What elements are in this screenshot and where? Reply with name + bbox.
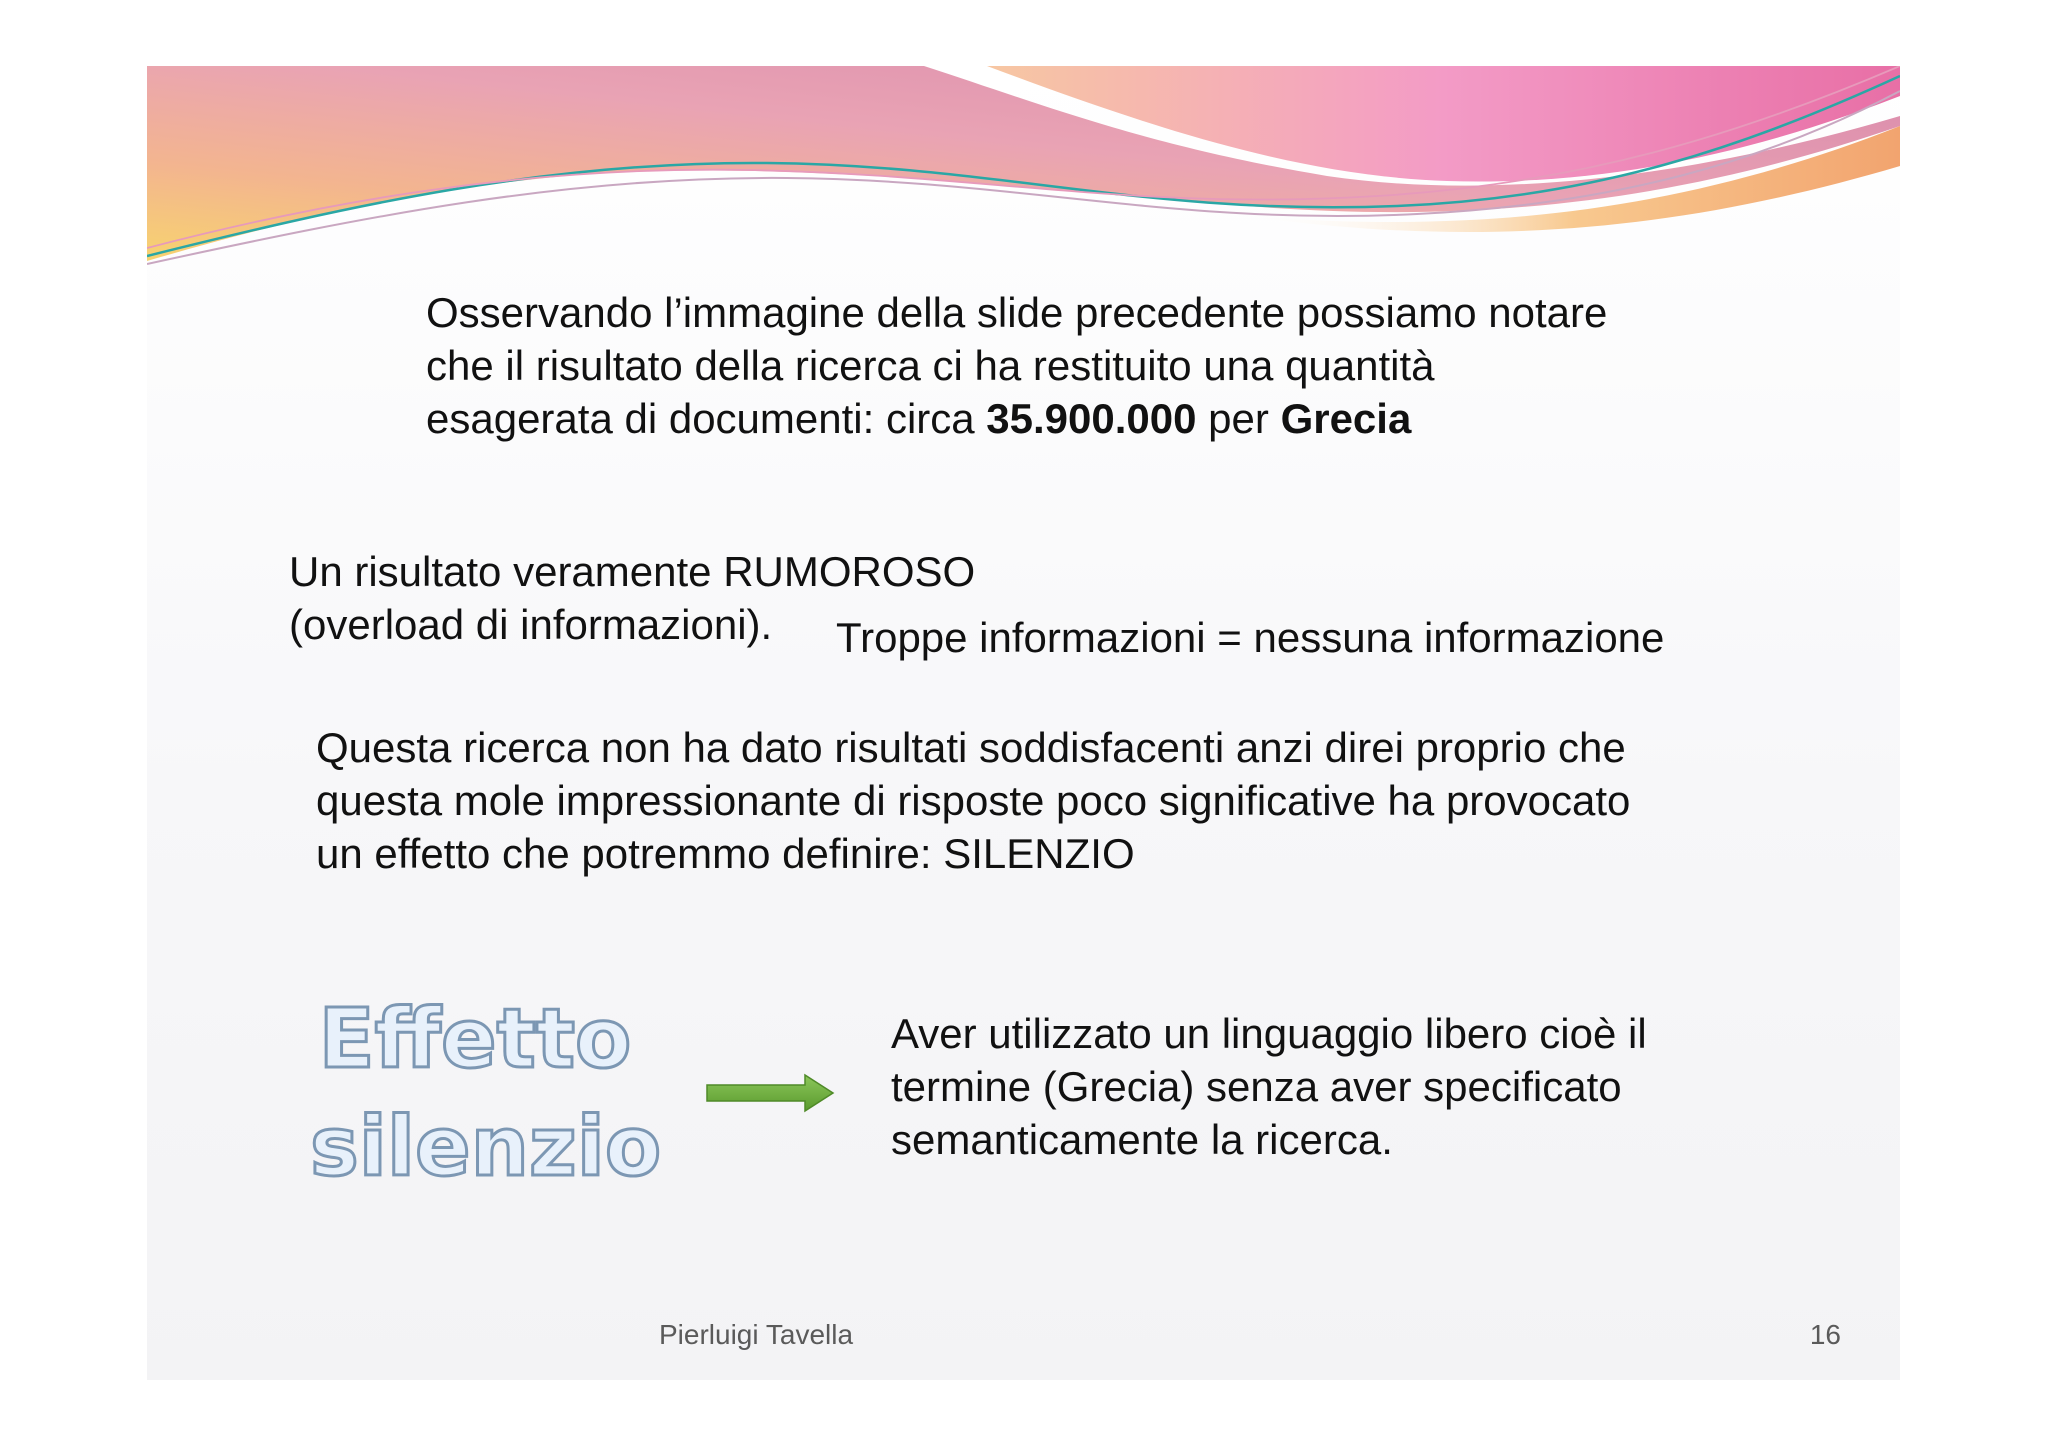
wordart-line-2: silenzio (310, 1100, 662, 1195)
explanation-paragraph (891, 1007, 1647, 1166)
explanation-line-3: semanticamente la ricerca. (891, 1116, 1393, 1163)
right-arrow-icon (705, 1073, 835, 1113)
intro-line-2: che il risultato della ricerca ci ha restituito una quantità (426, 342, 1435, 389)
wordart-line-1: Effetto (318, 992, 632, 1087)
decorative-wave-banner (147, 66, 1900, 276)
document-count: 35.900.000 (986, 395, 1197, 442)
silence-line-3: un effetto che potremmo definire: SILENZIO (316, 830, 1135, 877)
explanation-line-1: Aver utilizzato un linguaggio libero cioè il (891, 1010, 1647, 1057)
intro-line-3-mid: per (1196, 395, 1281, 442)
intro-line-1: Osservando l’immagine della slide precedente possiamo notare (426, 289, 1608, 336)
intro-paragraph (426, 286, 1607, 445)
slide (147, 66, 1900, 1380)
silence-line-1: Questa ricerca non ha dato risultati soddisfacenti anzi direi proprio che (316, 724, 1626, 771)
effetto-silenzio-wordart (310, 986, 662, 1202)
explanation-line-2: termine (Grecia) senza aver specificato (891, 1063, 1622, 1110)
silence-line-2: questa mole impressionante di risposte poco significative ha provocato (316, 777, 1631, 824)
noise-line-1: Un risultato veramente RUMOROSO (289, 548, 976, 595)
noise-line-2: (overload di informazioni). (289, 601, 773, 648)
motto-text: Troppe informazioni = nessuna informazione (836, 614, 1665, 661)
intro-line-3-prefix: esagerata di documenti: circa (426, 395, 987, 442)
footer-author: Pierluigi Tavella (659, 1319, 854, 1350)
silence-paragraph (316, 721, 1630, 880)
footer-page-number: 16 (1809, 1319, 1841, 1350)
search-term: Grecia (1280, 395, 1412, 442)
